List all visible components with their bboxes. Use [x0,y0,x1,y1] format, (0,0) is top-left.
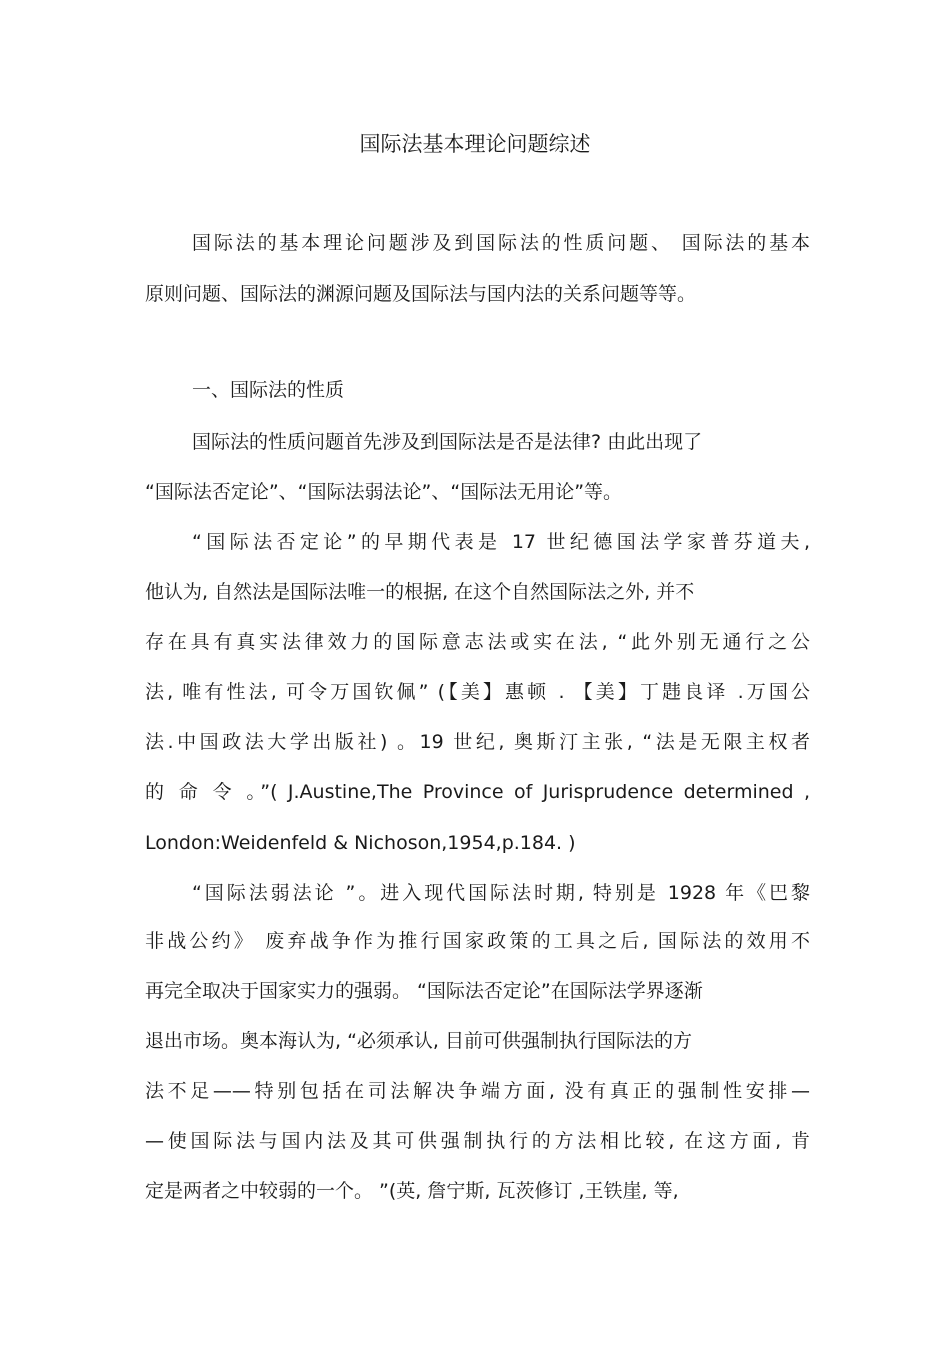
paragraph-line: 再完全取决于国家实力的强弱。 “国际法否定论”在国际法学界逐渐 [145,980,703,1002]
paragraph-line: 存在具有真实法律效力的国际意志法或实在法, “此外别无通行之公 [145,631,810,653]
intro-line-2: 原则问题、国际法的渊源问题及国际法与国内法的关系问题等等。 [145,283,697,305]
paragraph-line: 非战公约》 废弃战争作为推行国家政策的工具之后, 国际法的效用不 [145,930,810,952]
paragraph-line: 法.中国政法大学出版社) 。19 世纪, 奥斯汀主张, “法是无限主权者 [145,731,810,753]
section-heading-nature: 一、国际法的性质 [192,379,345,401]
paragraph-line: —使国际法与国内法及其可供强制执行的方法相比较, 在这方面, 肯 [145,1130,810,1152]
intro-line-1: 国际法的基本理论问题涉及到国际法的性质问题、 国际法的基本 [192,232,810,254]
paragraph-line: 他认为, 自然法是国际法唯一的根据, 在这个自然国际法之外, 并不 [145,581,695,603]
paragraph-line: London:Weidenfeld & Nichoson,1954,p.184. ) [145,832,576,854]
paragraph-line: 定是两者之中较弱的一个。 ”(英, 詹宁斯, 瓦茨修订 ,王铁崖, 等, [145,1180,679,1202]
page-title: 国际法基本理论问题综述 [359,132,591,156]
paragraph-line: 法不足——特别包括在司法解决争端方面, 没有真正的强制性安排— [145,1080,810,1102]
paragraph-line: 国际法的性质问题首先涉及到国际法是否是法律? 由此出现了 [192,431,703,453]
paragraph-line: 法, 唯有性法, 可令万国钦佩” (【美】惠顿 . 【美】丁韪良译 .万国公 [145,681,810,703]
paragraph-line: “国际法否定论”的早期代表是 17 世纪德国法学家普芬道夫, [192,531,810,553]
paragraph-line: 的 命 令 。”( J.Austine,The Province of Jurisprudence determined , [145,781,810,803]
paragraph-line: “国际法弱法论 ”。进入现代国际法时期, 特别是 1928 年《巴黎 [192,882,810,904]
paragraph-line: “国际法否定论”、“国际法弱法论”、“国际法无用论”等。 [145,481,623,503]
paragraph-line: 退出市场。奥本海认为, “必须承认, 目前可供强制执行国际法的方 [145,1030,693,1052]
